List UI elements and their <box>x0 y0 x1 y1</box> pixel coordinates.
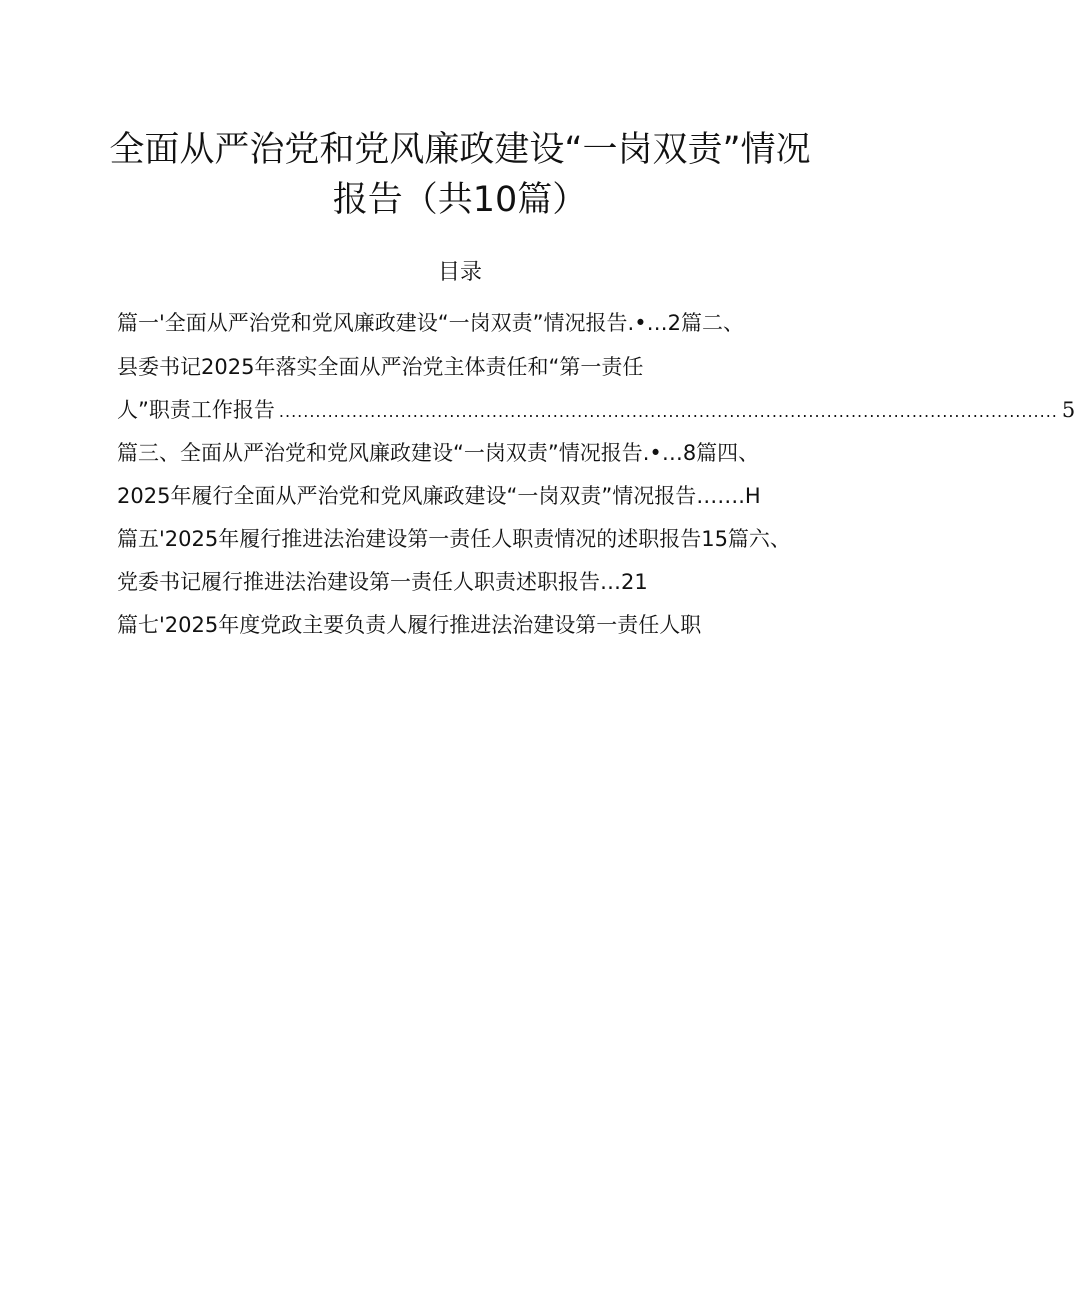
document-title-line-1: 全面从严治党和党风廉政建设“一岗双责”情况 <box>109 130 811 170</box>
toc-entry-2-text: 人”职责工作报告 <box>117 398 275 422</box>
toc-entry-3[interactable]: 篇三、全面从严治党和党风廉政建设“一岗双责”情况报告.•…8篇四、 <box>117 441 760 465</box>
toc-leader-dots: ................................................................................................................................ <box>278 402 1058 421</box>
toc-entry-5[interactable]: 篇五'2025年履行推进法治建设第一责任人职责情况的述职报告15篇六、 <box>117 527 791 551</box>
toc-heading: 目录 <box>437 260 482 285</box>
document-title-line-2: 报告（共10篇） <box>332 180 588 220</box>
toc-entry-2-line-1[interactable]: 县委书记2025年落实全面从严治党主体责任和“第一责任 <box>117 355 644 379</box>
toc-entry-1[interactable]: 篇一'全面从严治党和党风廉政建设“一岗双责”情况报告.•…2篇二、 <box>117 311 744 335</box>
toc-entry-2-line-2[interactable] <box>117 395 1075 427</box>
toc-entry-4[interactable]: 2025年履行全面从严治党和党风廉政建设“一岗双责”情况报告…….H <box>117 484 761 508</box>
toc-entry-2-page: 5 <box>1061 398 1075 422</box>
toc-entry-7[interactable]: 篇七'2025年度党政主要负责人履行推进法治建设第一责任人职 <box>117 613 702 637</box>
toc-entry-6[interactable]: 党委书记履行推进法治建设第一责任人职责述职报告…21 <box>117 570 648 594</box>
